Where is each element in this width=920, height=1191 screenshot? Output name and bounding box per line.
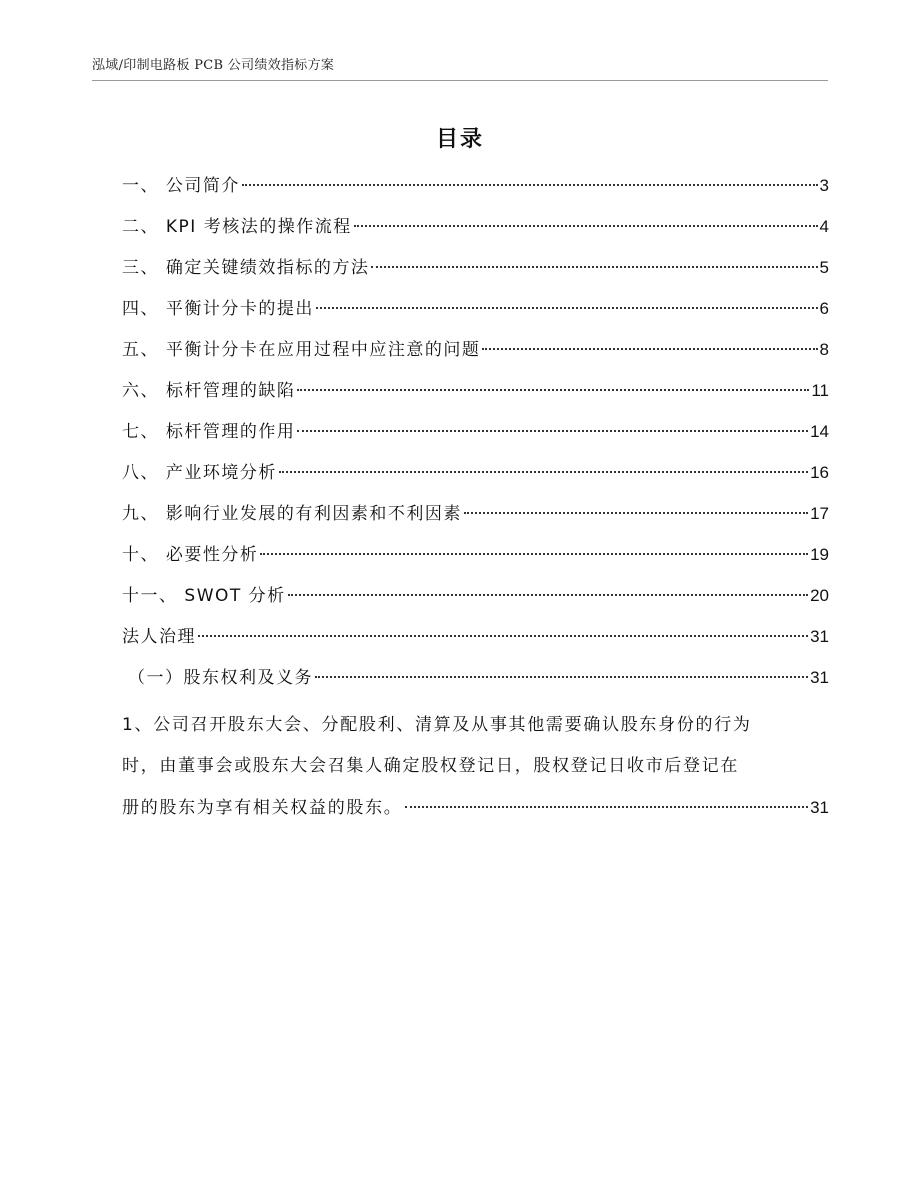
table-of-contents — [122, 172, 829, 828]
toc-entry-label: 二、 KPI 考核法的操作流程 — [122, 217, 352, 237]
dot-leader — [198, 635, 808, 637]
toc-page-number: 31 — [810, 798, 829, 817]
toc-entry-label: 十一、 SWOT 分析 — [122, 586, 286, 606]
toc-entry[interactable] — [122, 541, 829, 582]
toc-entry[interactable] — [122, 664, 829, 705]
toc-page-number: 3 — [819, 176, 829, 195]
toc-page-number: 6 — [819, 299, 829, 318]
toc-entry-label: 四、 平衡计分卡的提出 — [122, 299, 314, 319]
toc-entry[interactable] — [122, 336, 829, 377]
dot-leader — [288, 594, 808, 596]
dot-leader — [405, 806, 809, 808]
dot-leader — [464, 512, 808, 514]
dot-leader — [482, 348, 817, 350]
running-header: 泓域/印制电路板 PCB 公司绩效指标方案 — [92, 58, 335, 73]
toc-entry-label: 一、 公司简介 — [122, 176, 240, 196]
toc-entry-label-line: 1、公司召开股东大会、分配股利、清算及从事其他需要确认股东身份的行为 — [122, 715, 752, 735]
toc-page-number: 19 — [810, 545, 829, 564]
toc-entry[interactable] — [122, 500, 829, 541]
toc-entry[interactable] — [122, 213, 829, 254]
toc-entry[interactable] — [122, 295, 829, 336]
toc-page-number: 31 — [810, 627, 829, 646]
toc-entry[interactable] — [122, 623, 829, 664]
dot-leader — [297, 430, 808, 432]
toc-page-number: 11 — [811, 381, 829, 400]
dot-leader — [260, 553, 808, 555]
toc-page-number: 20 — [810, 586, 829, 605]
toc-entry-label: （一）股东权利及义务 — [128, 668, 313, 688]
dot-leader — [279, 471, 808, 473]
dot-leader — [371, 266, 817, 268]
toc-entry-label: 六、 标杆管理的缺陷 — [122, 381, 296, 401]
toc-entry-label: 十、 必要性分析 — [122, 545, 259, 565]
toc-entry[interactable] — [122, 459, 829, 500]
toc-entry-label: 七、 标杆管理的作用 — [122, 422, 296, 442]
header-divider — [92, 80, 828, 81]
toc-entry-label-line: 册的股东为享有相关权益的股东。 — [122, 798, 403, 818]
toc-entry[interactable] — [122, 254, 829, 295]
dot-leader — [315, 676, 808, 678]
toc-entry-label: 九、 影响行业发展的有利因素和不利因素 — [122, 504, 462, 524]
dot-leader — [242, 184, 818, 186]
toc-entry[interactable] — [122, 582, 829, 623]
toc-page-number: 31 — [810, 668, 829, 687]
toc-page-number: 5 — [819, 258, 829, 277]
toc-page-number: 4 — [819, 217, 829, 236]
toc-entry-label: 五、 平衡计分卡在应用过程中应注意的问题 — [122, 340, 481, 360]
dot-leader — [316, 307, 818, 309]
toc-page-number: 17 — [810, 504, 829, 523]
toc-page-number: 14 — [810, 422, 829, 441]
toc-entry-label-line: 时，由董事会或股东大会召集人确定股权登记日，股权登记日收市后登记在 — [122, 756, 740, 776]
toc-entry[interactable] — [122, 172, 829, 213]
toc-entry-long[interactable] — [122, 705, 829, 828]
toc-entry-label: 法人治理 — [122, 627, 196, 647]
dot-leader — [297, 389, 809, 391]
toc-page-number: 16 — [810, 463, 829, 482]
toc-entry-label: 八、 产业环境分析 — [122, 463, 277, 483]
toc-entry[interactable] — [122, 377, 829, 418]
toc-entry-label: 三、 确定关键绩效指标的方法 — [122, 258, 370, 278]
dot-leader — [354, 225, 818, 227]
toc-title: 目录 — [435, 127, 484, 152]
toc-entry[interactable] — [122, 418, 829, 459]
toc-page-number: 8 — [819, 340, 829, 359]
